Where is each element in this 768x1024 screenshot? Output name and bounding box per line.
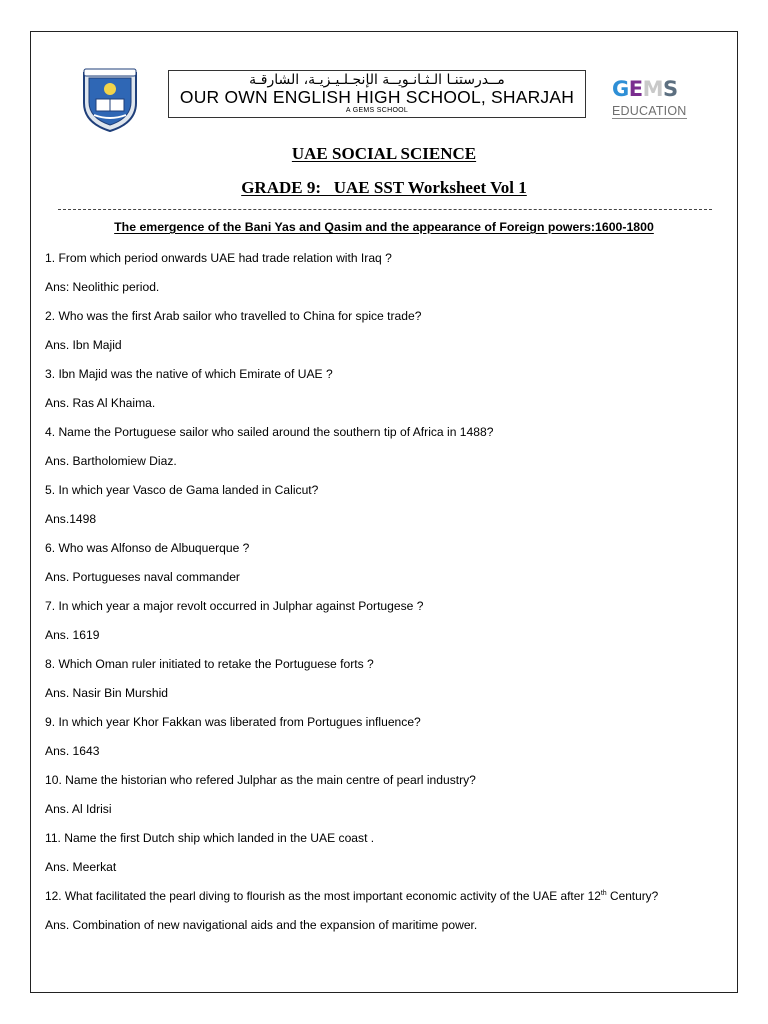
question-12: 12. What facilitated the pearl diving to flourish as the most important economic activity of the UAE after 12th Century? bbox=[45, 889, 659, 903]
question-10: 10. Name the historian who refered Julphar as the main centre of pearl industry? bbox=[45, 773, 476, 787]
question-1: 1. From which period onwards UAE had trade relation with Iraq ? bbox=[45, 251, 392, 265]
school-name-english: OUR OWN ENGLISH HIGH SCHOOL, SHARJAH bbox=[179, 87, 575, 107]
question-6: 6. Who was Alfonso de Albuquerque ? bbox=[45, 541, 250, 555]
question-5: 5. In which year Vasco de Gama landed in Calicut? bbox=[45, 483, 319, 497]
school-crest-logo bbox=[80, 67, 140, 133]
answer-7: Ans. 1619 bbox=[45, 628, 100, 642]
question-7: 7. In which year a major revolt occurred in Julphar against Portugese ? bbox=[45, 599, 424, 613]
answer-9: Ans. 1643 bbox=[45, 744, 100, 758]
answer-5: Ans.1498 bbox=[45, 512, 97, 526]
gems-wordmark: GEMS bbox=[612, 77, 678, 101]
answer-1: Ans: Neolithic period. bbox=[45, 280, 160, 294]
school-name-arabic: مــدرستنـا الـثـانـويــة الإنجـلـيـزيـة، الشارقـة bbox=[249, 72, 505, 88]
question-3: 3. Ibn Majid was the native of which Emirate of UAE ? bbox=[45, 367, 333, 381]
question-11: 11. Name the first Dutch ship which landed in the UAE coast . bbox=[45, 831, 375, 845]
dashed-divider bbox=[58, 209, 712, 210]
answer-12: Ans. Combination of new navigational aids and the expansion of maritime power. bbox=[45, 918, 478, 932]
school-name-banner bbox=[168, 70, 586, 118]
question-2: 2. Who was the first Arab sailor who travelled to China for spice trade? bbox=[45, 309, 422, 323]
question-8: 8. Which Oman ruler initiated to retake the Portuguese forts ? bbox=[45, 657, 374, 671]
answer-6: Ans. Portugueses naval commander bbox=[45, 570, 240, 584]
document-subtitle: GRADE 9: UAE SST Worksheet Vol 1 bbox=[241, 178, 527, 197]
document-title: UAE SOCIAL SCIENCE bbox=[291, 144, 477, 163]
answer-8: Ans. Nasir Bin Murshid bbox=[45, 686, 168, 700]
page-border bbox=[30, 31, 738, 993]
answer-2: Ans. Ibn Majid bbox=[45, 338, 122, 352]
answer-3: Ans. Ras Al Khaima. bbox=[45, 396, 156, 410]
section-heading: The emergence of the Bani Yas and Qasim and the appearance of Foreign powers:1600-1800 bbox=[114, 220, 654, 234]
question-4: 4. Name the Portuguese sailor who sailed around the southern tip of Africa in 1488? bbox=[45, 425, 494, 439]
question-9: 9. In which year Khor Fakkan was liberated from Portugues influence? bbox=[45, 715, 421, 729]
gems-education-logo bbox=[612, 78, 692, 118]
answer-10: Ans. Al Idrisi bbox=[45, 802, 112, 816]
answer-11: Ans. Meerkat bbox=[45, 860, 117, 874]
school-subtitle: A GEMS SCHOOL bbox=[345, 107, 409, 114]
gems-education-label: EDUCATION bbox=[612, 104, 687, 118]
answer-4: Ans. Bartholomiew Diaz. bbox=[45, 454, 177, 468]
